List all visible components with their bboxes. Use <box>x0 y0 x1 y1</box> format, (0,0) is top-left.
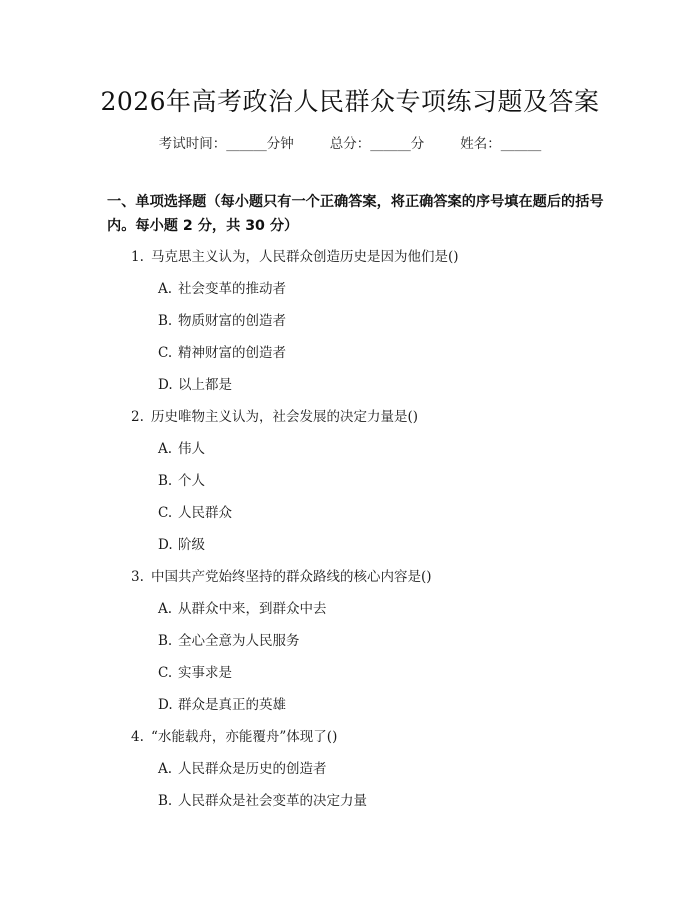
option-item <box>158 757 327 777</box>
option-letter: D. <box>158 537 173 553</box>
option-text: 个人 <box>178 473 205 489</box>
option-letter: A. <box>158 281 173 297</box>
option-text: 伟人 <box>178 441 205 457</box>
option-text: 实事求是 <box>178 665 232 681</box>
option-item <box>158 597 327 617</box>
question-text: 中国共产党始终坚持的群众路线的核心内容是() <box>151 569 432 585</box>
question-number: 2. <box>131 409 144 425</box>
question-number: 4. <box>131 729 144 745</box>
section-heading: 一、单项选择题（每小题只有一个正确答案，将正确答案的序号填在题后的括号内。每小题 2 分，共 30 分） <box>107 194 604 234</box>
option-text: 人民群众 <box>178 505 232 521</box>
option-item <box>158 469 205 489</box>
option-letter: C. <box>158 665 173 681</box>
option-letter: B. <box>158 633 173 649</box>
option-letter: B. <box>158 473 173 489</box>
option-text: 人民群众是历史的创造者 <box>178 761 327 777</box>
option-letter: C. <box>158 345 173 361</box>
option-item <box>158 661 232 681</box>
option-text: 从群众中来，到群众中去 <box>178 601 327 617</box>
option-item <box>158 789 367 809</box>
question-item <box>131 565 432 585</box>
option-item <box>158 501 232 521</box>
option-item <box>158 309 286 329</box>
option-item <box>158 533 205 553</box>
option-item <box>158 373 232 393</box>
option-text: 物质财富的创造者 <box>178 313 286 329</box>
option-item <box>158 437 205 457</box>
student-name-field: 姓名：______ <box>460 136 542 152</box>
option-letter: D. <box>158 377 173 393</box>
document-title: 2026年高考政治人民群众专项练习题及答案 <box>100 87 600 116</box>
option-item <box>158 341 286 361</box>
question-text: 历史唯物主义认为，社会发展的决定力量是() <box>151 409 419 425</box>
option-letter: D. <box>158 697 173 713</box>
option-letter: A. <box>158 601 173 617</box>
exam-meta <box>0 132 700 152</box>
option-letter: A. <box>158 441 173 457</box>
option-text: 人民群众是社会变革的决定力量 <box>178 793 367 809</box>
option-text: 社会变革的推动者 <box>178 281 286 297</box>
question-item <box>131 725 337 745</box>
option-letter: A. <box>158 761 173 777</box>
option-item <box>158 693 286 713</box>
question-text: “水能载舟，亦能覆舟”体现了() <box>151 729 338 745</box>
question-text: 马克思主义认为，人民群众创造历史是因为他们是() <box>151 249 459 265</box>
option-letter: B. <box>158 313 173 329</box>
option-text: 全心全意为人民服务 <box>178 633 300 649</box>
option-text: 以上都是 <box>178 377 232 393</box>
total-score-field: 总分：______分 <box>329 136 425 152</box>
option-letter: B. <box>158 793 173 809</box>
option-item <box>158 629 300 649</box>
option-letter: C. <box>158 505 173 521</box>
option-text: 精神财富的创造者 <box>178 345 286 361</box>
question-item <box>131 405 418 425</box>
option-text: 阶级 <box>178 537 205 553</box>
question-item <box>131 245 459 265</box>
question-number: 1. <box>131 249 144 265</box>
option-text: 群众是真正的英雄 <box>178 697 286 713</box>
option-item <box>158 277 286 297</box>
exam-time-field: 考试时间：______分钟 <box>158 136 294 152</box>
question-number: 3. <box>131 569 144 585</box>
